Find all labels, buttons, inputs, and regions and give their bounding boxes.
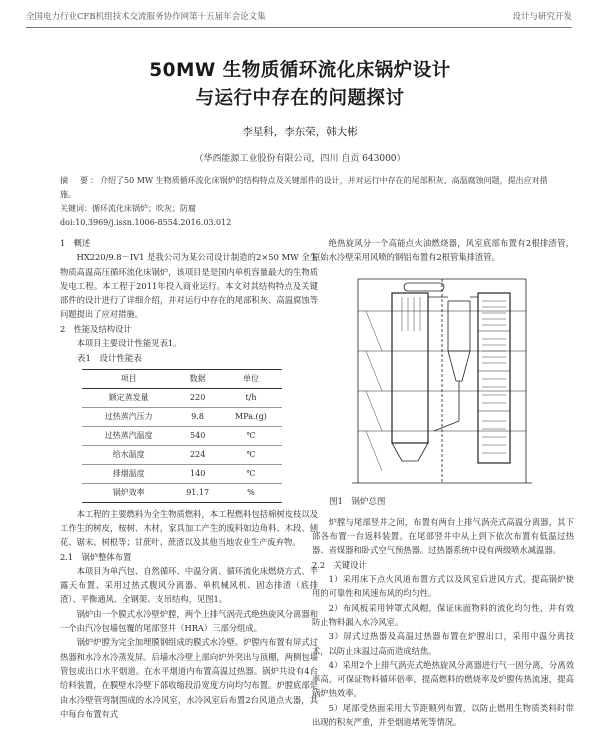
section-heading-2-1: 2.1 锅炉整体布置 xyxy=(60,551,132,562)
key-design-item: 2）布风板采用钟罩式风帽，保证床面物料的流化均匀性，并有效防止物料漏入水冷风室。 xyxy=(312,602,574,627)
cyclone-separator xyxy=(448,301,470,351)
table-header-item: 项目 xyxy=(82,369,175,388)
table-row xyxy=(82,464,282,483)
affiliation: （华西能源工业股份有限公司，四川 自贡 643000） xyxy=(194,154,406,164)
paragraph-layout: 本项目为单汽包、自然循环、中温分离、循环流化床燃烧方式、半露天布置、采用过热式腹风分离器、单机械风机、固态排渣（底排渣）、平衡通风、全钢架、支吊结构，见图1。 xyxy=(60,565,318,605)
section-heading-2: 2 性能及结构设计 xyxy=(60,323,132,334)
backpass xyxy=(478,293,510,463)
table-header-unit: 单位 xyxy=(220,369,282,388)
key-design-item: 4）采用2个上排气涡壳式绝热旋风分离器进行气一固分离，分离效率高，可保证物料循环倍率，提高燃料的燃烧率及炉膛传热流速，提高锅炉热效率。 xyxy=(312,659,574,699)
abstract-block xyxy=(60,174,552,230)
key-design-item: 1）采用床下点火风道布置方式以及风室后进风方式，提高锅炉使用的可靠性和风速布风的均匀性。 xyxy=(312,574,574,599)
table-cell: 排烟温度 xyxy=(82,464,175,483)
table-header-value: 数据 xyxy=(175,369,220,388)
keywords-label: 关键词： xyxy=(60,204,92,213)
table-cell: ℃ xyxy=(220,464,282,483)
left-column xyxy=(60,236,318,721)
abstract-text: 介绍了50 MW 生物质循环流化床锅炉的结构特点及关键部件的设计，并对运行中存在的尾部积灰、高温腐蚀问题，提出应对措施。 xyxy=(60,176,548,199)
header-journal: 全国电力行业CFB机组技术交流服务协作网第十五届年会论文集 xyxy=(26,12,266,22)
table-cell: t/h xyxy=(220,388,282,407)
table-row xyxy=(82,407,282,426)
authors: 李星科，李东荣，韩大彬 xyxy=(242,126,358,138)
table-cell: 9.8 xyxy=(175,407,220,426)
abstract-label: 摘 要： xyxy=(60,176,100,185)
table-row xyxy=(82,445,282,464)
boiler-general-drawing xyxy=(352,271,532,489)
title-line-1: 50MW 生物质循环流化床锅炉设计 xyxy=(149,60,451,81)
paragraph-components: 锅炉由一个膜式水冷壁炉膛，两个上排气涡壳式绝热旋风分离器和一个由汽冷包墙包覆的尾部竖井（HRA）三部分组成。 xyxy=(60,608,318,634)
table-cell: ℃ xyxy=(220,445,282,464)
furnace-hopper xyxy=(392,443,428,461)
paragraph-arrangement: 炉膛与尾部竖井之间，布置有两台上排气涡壳式高温分离器，其下部各布置一台返料装置。在尾部竖井中从上到下依次布置有低温过热器、省煤器和卧式空气预热器。过热器系统中设有两级喷水减温器。 xyxy=(312,516,574,556)
table-cell: 过热蒸汽温度 xyxy=(82,426,175,445)
table-cell: 额定蒸发量 xyxy=(82,388,175,407)
table-row xyxy=(82,483,282,502)
key-design-item: 3）屏式过热器及高温过热器布置在炉膛出口，采用中温分离技术，以防止床温过高而造成结焦。 xyxy=(312,631,574,656)
table-cell: 锅炉效率 xyxy=(82,483,175,502)
table-cell: 过热蒸汽压力 xyxy=(82,407,175,426)
table-cell: 91.17 xyxy=(175,483,220,502)
paragraph-furnace: 锅炉炉膛为完全加埋膜钢组成的膜式水冷壁。炉膛内布置有屏式过热器和水冷水冷蒸发屏。后墙水冷壁上部向炉外突出与顶棚，两侧包墙管包成出口水平烟道。在水平烟道内布置高温过热器。锅炉共设有4台给料装置，在膜壁水冷壁下部收缩段沿宽度方向均匀布置。炉膛底部是由水冷壁管弯制围成的水冷风室，水冷风室后布置2台风道点火器，其中每台布置有式 xyxy=(60,637,318,719)
table-cell: 140 xyxy=(175,464,220,483)
paragraph-overview: HX220/9.8－IV1 是我公司为某公司设计制造的2×50 MW 全生物质高温高压循环流化床锅炉，该项目是是国内单机容量最大的生物质发电工程。本工程于2011年投入商业运行。本文对其结构特点及关键部件的设计进行了详细介绍，并对运行中存在的尾部积灰、高温腐蚀等问题提出了应对措施。 xyxy=(60,252,318,320)
table-row xyxy=(82,388,282,407)
right-column xyxy=(312,236,574,729)
table-cell: 220 xyxy=(175,388,220,407)
figure-caption: 图1 锅炉总图 xyxy=(329,496,386,507)
key-design-item: 5）尾部受热面采用大节距顺列布置，以防止燃用生物质类料时带出现的积灰严重，并至烟道堵死等情况。 xyxy=(312,702,574,728)
section-heading-2-2: 2.2 关键设计 xyxy=(312,559,367,570)
steam-drum xyxy=(404,283,444,291)
table-cell: ℃ xyxy=(220,426,282,445)
table-cell: 给水温度 xyxy=(82,445,175,464)
table-cell: 540 xyxy=(175,426,220,445)
table-row xyxy=(82,426,282,445)
header-rule xyxy=(26,27,572,28)
running-header xyxy=(26,10,572,24)
table-cell: 224 xyxy=(175,445,220,464)
table-cell: MPa.(g) xyxy=(220,407,282,426)
paragraph-continued: 绝热旋风分一个高能点火油燃烧器，风室底部布置有2根排渣管，原始水冷壁采用风喷的钢铝布置有2根管集排渣管。 xyxy=(312,238,574,263)
table-cell: % xyxy=(220,483,282,502)
keywords-text: 循环流化床锅炉；吹灰；防腐 xyxy=(92,204,196,213)
section-heading-1: 1 概述 xyxy=(60,238,91,248)
furnace xyxy=(392,293,428,443)
boiler-drawing-svg xyxy=(352,271,532,489)
abstract xyxy=(60,174,552,202)
cyclone-cone xyxy=(448,351,470,381)
table-caption: 表1 设计性能表 xyxy=(77,354,142,365)
paragraph-performance: 本项目主要设计性能见表1。 xyxy=(76,338,182,349)
paragraph-fuel: 本工程的主要燃料为全生物质燃料，本工程燃料包括棉树皮枝以及工作生的树皮，桉树、木材，家具加工产生的废料如边角料、木段、刨花、锯末、树根等；甘蔗叶、蔗渣以及其他当地农业生产废弃物。 xyxy=(60,508,318,548)
keywords xyxy=(60,202,552,216)
doi: doi:10.3969/j.issn.1006-8554.2016.03.012 xyxy=(60,218,232,227)
title-line-2: 与运行中存在的问题探讨 xyxy=(195,88,405,109)
design-performance-table xyxy=(82,369,282,503)
header-section: 设计与研究开发 xyxy=(512,12,572,22)
